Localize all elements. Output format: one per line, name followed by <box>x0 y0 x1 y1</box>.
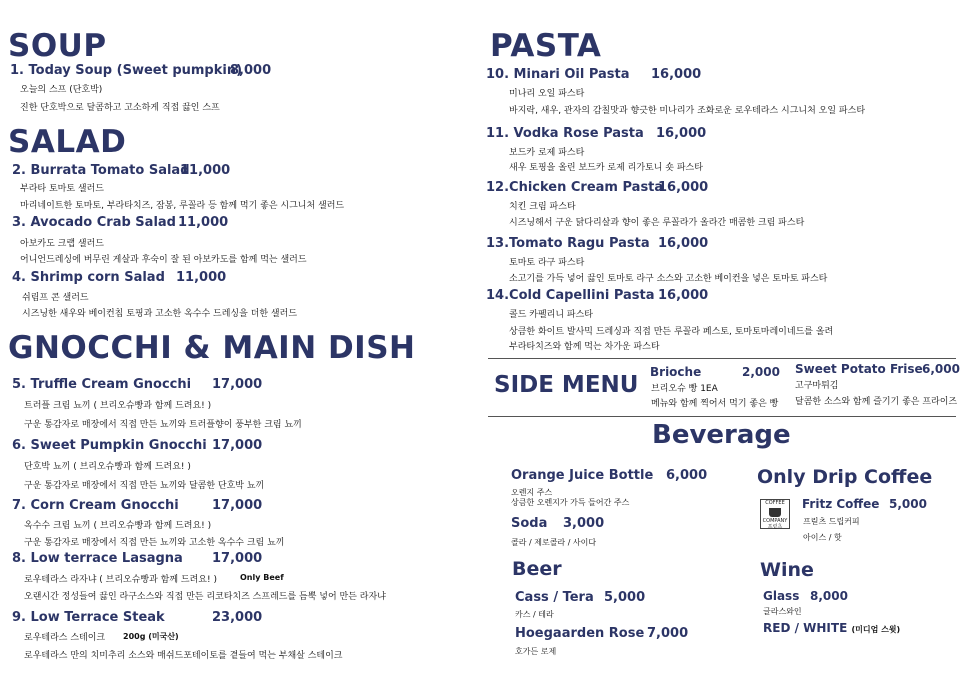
wine-colors-note: (미디엄 스윗) <box>851 625 901 634</box>
wine-colors-label: RED / WHITE <box>763 621 848 635</box>
beverage-item-name: Orange Juice Bottle <box>511 468 654 483</box>
menu-item-desc: 구운 통감자로 매장에서 직접 만든 뇨끼와 고소한 옥수수 크림 뇨끼 <box>24 538 285 548</box>
beverage-item-price: 3,000 <box>563 516 605 531</box>
drip-coffee-title: Only Drip Coffee <box>757 466 933 488</box>
beverage-item-name: Glass <box>763 589 800 603</box>
logo-text-korean: 프릳츠 <box>767 524 783 530</box>
menu-item-desc: 새우 토핑을 올린 보드카 로제 리가토니 숏 파스타 <box>509 163 703 173</box>
coffee-cup-icon <box>769 508 781 517</box>
salad-title: SALAD <box>8 124 127 160</box>
side-item-price: 6,000 <box>922 362 960 376</box>
side-menu-title: SIDE MENU <box>494 372 639 398</box>
menu-item-price: 17,000 <box>212 377 263 392</box>
menu-item-note: 200g (미국산) <box>123 632 179 641</box>
side-item-korean: 브리오슈 빵 1EA <box>651 384 718 394</box>
menu-item-desc: 로우테라스 만의 치미추리 소스와 매쉬드포테이토를 곁들여 먹는 부채살 스테이크 <box>24 651 343 661</box>
side-item-korean: 고구마튀김 <box>795 381 839 391</box>
menu-item-desc: 오랜시간 정성들여 끓인 라구소스와 직접 만든 리코타치즈 스프레드를 듬뿍 넣어 만든 라자냐 <box>24 592 386 602</box>
menu-item-desc: 구운 통감자로 매장에서 직접 만든 뇨끼와 달콤한 단호박 뇨끼 <box>24 481 265 491</box>
menu-item-price: 11,000 <box>180 163 231 178</box>
soup-title: SOUP <box>8 28 107 64</box>
menu-item-korean: 치킨 크림 파스타 <box>509 202 576 212</box>
beverage-item-korean: 글라스와인 <box>763 607 802 616</box>
menu-item-desc: 진한 단호박으로 달콤하고 고소하게 직접 끓인 스프 <box>20 103 220 113</box>
menu-item-price: 16,000 <box>656 126 707 141</box>
menu-item-korean: 로우테라스 스테이크 <box>24 633 106 643</box>
menu-item-korean: 아보카도 크랩 샐러드 <box>20 239 104 249</box>
beverage-item-price: 7,000 <box>647 626 689 641</box>
beverage-item-korean: 콜라 / 제로콜라 / 사이다 <box>511 538 597 547</box>
beverage-item-desc: 상큼한 오렌지가 가득 들어간 주스 <box>511 498 630 507</box>
menu-item-price: 16,000 <box>651 67 702 82</box>
menu-item-korean: 쉬림프 콘 샐러드 <box>22 293 89 303</box>
beverage-item-name: Soda <box>511 516 548 531</box>
menu-item-desc: 시즈닝한 새우와 베이컨칩 토핑과 고소한 옥수수 드레싱을 더한 샐러드 <box>22 309 298 319</box>
menu-item-price: 17,000 <box>212 438 263 453</box>
menu-item-korean: 로우테라스 라자냐 ( 브리오슈빵과 함께 드려요! ) <box>24 575 217 585</box>
menu-item-name: 3. Avocado Crab Salad <box>12 215 176 230</box>
menu-item-name: 9. Low Terrace Steak <box>12 610 165 625</box>
menu-item-name: 11. Vodka Rose Pasta <box>486 126 644 141</box>
menu-item-korean: 옥수수 크림 뇨끼 ( 브리오슈빵과 함께 드려요! ) <box>24 521 212 531</box>
menu-item-name: 6. Sweet Pumpkin Gnocchi <box>12 438 207 453</box>
side-item-price: 2,000 <box>742 365 780 379</box>
menu-item-name: 10. Minari Oil Pasta <box>486 67 630 82</box>
beverage-title: Beverage <box>652 420 791 450</box>
beverage-item-name: Hoegaarden Rose <box>515 626 645 641</box>
beverage-item-korean: 카스 / 테라 <box>515 610 554 619</box>
menu-item-korean: 보드카 로제 파스타 <box>509 148 585 158</box>
menu-item-desc: 소고기를 가득 넣어 끓인 토마토 라구 소스와 고소한 베이컨을 넣은 토마토 파스타 <box>509 274 828 284</box>
side-item-desc: 메뉴와 함께 찍어서 먹기 좋은 빵 <box>651 399 779 409</box>
menu-item-name: 7. Corn Cream Gnocchi <box>12 498 179 513</box>
menu-item-price: 17,000 <box>212 498 263 513</box>
menu-item-desc: 시즈닝해서 구운 닭다리살과 향이 좋은 루꼴라가 올라간 매콤한 크림 파스타 <box>509 218 805 228</box>
menu-item-desc: 어니언드레싱에 버무린 게살과 후숙이 잘 된 아보카도를 함께 먹는 샐러드 <box>20 255 307 265</box>
fritz-coffee-logo <box>760 499 790 529</box>
pasta-title: PASTA <box>490 28 602 64</box>
logo-text-company: COMPANY <box>762 518 788 524</box>
beverage-item-korean: 오렌지 주스 <box>511 488 553 497</box>
menu-item-korean: 단호박 뇨끼 ( 브리오슈빵과 함께 드려요! ) <box>24 462 191 472</box>
menu-item-note: Only Beef <box>240 573 284 582</box>
menu-item-korean: 토마토 라구 파스타 <box>509 258 585 268</box>
gnocchi-title: GNOCCHI & MAIN DISH <box>8 330 416 366</box>
menu-item-price: 11,000 <box>178 215 229 230</box>
menu-item-name: 13.Tomato Ragu Pasta <box>486 236 650 251</box>
menu-item-name: 8. Low terrace Lasagna <box>12 551 183 566</box>
beverage-item-price: 5,000 <box>889 497 927 511</box>
menu-item-name: 2. Burrata Tomato Salad <box>12 163 190 178</box>
menu-item-name: 12.Chicken Cream Pasta <box>486 180 664 195</box>
menu-item-desc: 마리네이트한 토마토, 부라타치즈, 잠봉, 루꼴라 등 함께 먹기 좋은 시그니처 샐러드 <box>20 201 345 211</box>
menu-item-korean: 오늘의 스프 (단호박) <box>20 85 103 95</box>
side-item-desc: 달콤한 소스와 함께 즐기기 좋은 프라이즈 <box>795 397 958 407</box>
side-item-name: Sweet Potato Frise <box>795 362 923 376</box>
beverage-item-desc: 아이스 / 핫 <box>803 533 842 542</box>
beverage-item-name: Cass / Tera <box>515 590 594 605</box>
menu-item-desc: 구운 통감자로 매장에서 직접 만든 뇨끼와 트러플향이 풍부한 크림 뇨끼 <box>24 420 302 430</box>
beverage-item-price: 5,000 <box>604 590 646 605</box>
menu-item-name: 14.Cold Capellini Pasta <box>486 288 655 303</box>
menu-item-desc: 바지락, 새우, 관자의 감칠맛과 향긋한 미나리가 조화로운 로우테라스 시그니처 오일 파스타 <box>509 106 866 116</box>
divider <box>488 358 956 359</box>
menu-item-korean: 트러플 크림 뇨끼 ( 브리오슈빵과 함께 드려요! ) <box>24 401 212 411</box>
divider <box>488 416 956 417</box>
menu-item-korean: 부라타 토마토 샐러드 <box>20 184 104 194</box>
menu-item-name: 1. Today Soup (Sweet pumpkin) <box>10 63 243 78</box>
menu-item-price: 16,000 <box>658 288 709 303</box>
menu-item-price: 23,000 <box>212 610 263 625</box>
side-item-name: Brioche <box>650 365 702 379</box>
menu-item-price: 8,000 <box>230 63 272 78</box>
wine-title: Wine <box>760 559 814 581</box>
menu-item-korean: 콜드 카펠리니 파스타 <box>509 310 593 320</box>
beverage-item-korean: 호가든 로제 <box>515 647 557 656</box>
menu-item-name: 4. Shrimp corn Salad <box>12 270 165 285</box>
menu-item-korean: 미나리 오일 파스타 <box>509 89 585 99</box>
beverage-item-name: Fritz Coffee <box>802 497 880 511</box>
menu-item-desc-2: 부라타치즈와 함께 먹는 차가운 파스타 <box>509 342 660 352</box>
beverage-item-price: 8,000 <box>810 589 848 603</box>
menu-item-price: 11,000 <box>176 270 227 285</box>
wine-colors <box>763 621 900 635</box>
beer-title: Beer <box>512 558 562 580</box>
menu-item-price: 17,000 <box>212 551 263 566</box>
beverage-item-price: 6,000 <box>666 468 708 483</box>
menu-item-price: 16,000 <box>658 180 709 195</box>
menu-item-name: 5. Truffle Cream Gnocchi <box>12 377 192 392</box>
logo-text-coffee: COFFEE <box>765 500 785 506</box>
beverage-item-korean: 프릳츠 드립커피 <box>803 517 860 526</box>
menu-item-desc: 상큼한 화이트 발사믹 드레싱과 직접 만든 루꼴라 페스토, 토마토마레이네드를 올려 <box>509 327 834 337</box>
menu-item-price: 16,000 <box>658 236 709 251</box>
